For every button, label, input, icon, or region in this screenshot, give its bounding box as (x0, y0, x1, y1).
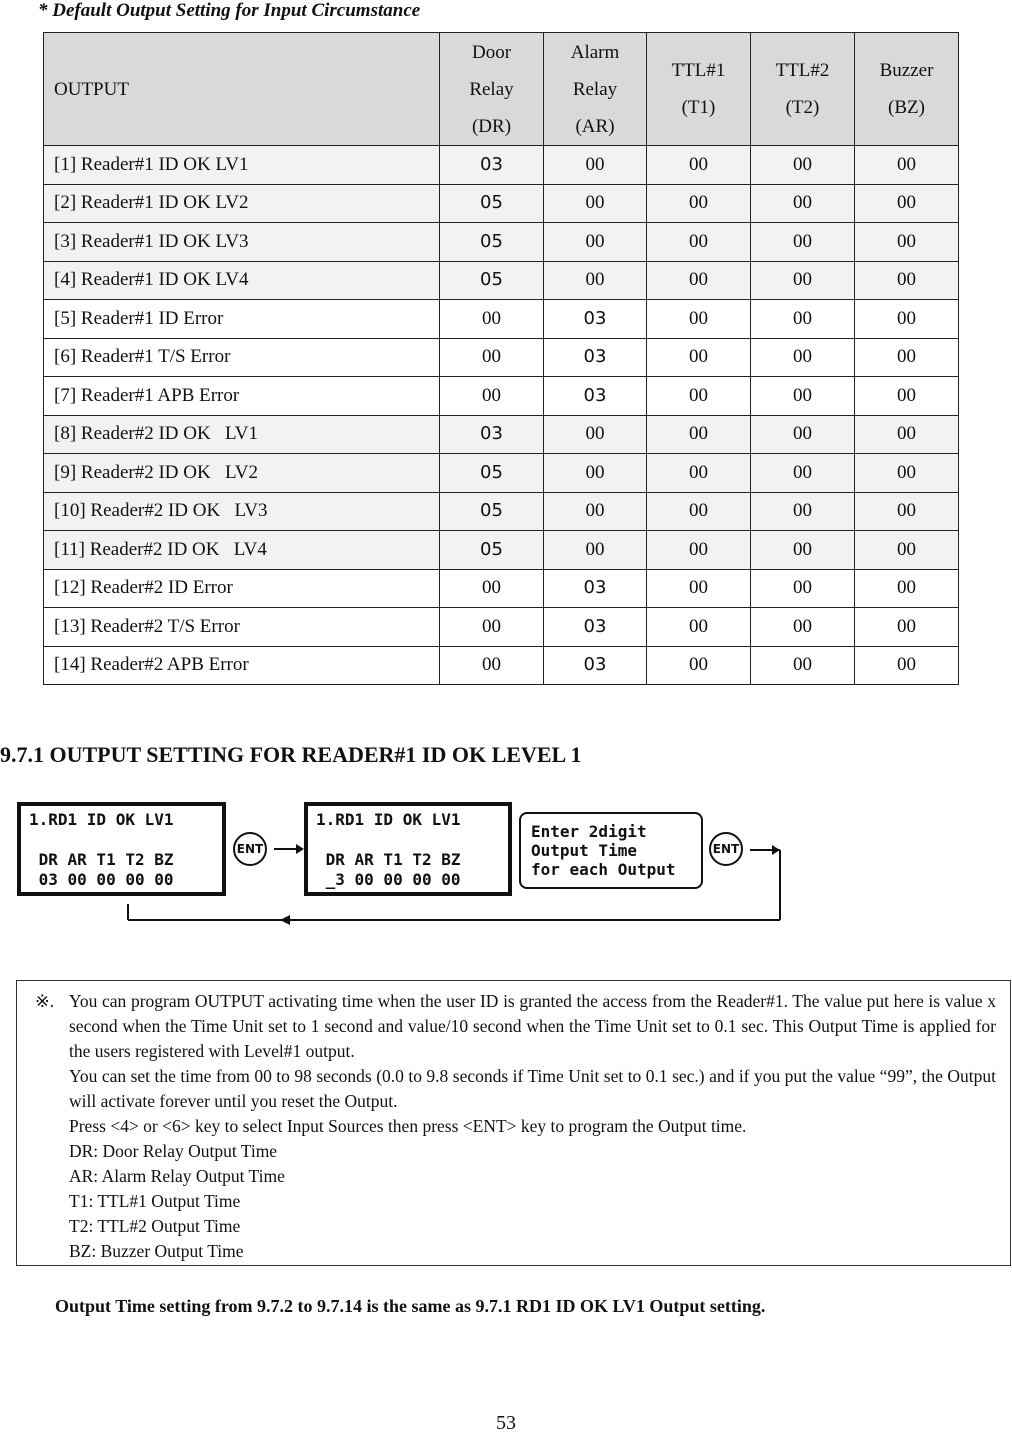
output-time-cell (647, 377, 751, 416)
table-row (44, 646, 959, 685)
output-time-value: 00 (793, 577, 812, 599)
output-time-value: 00 (897, 192, 916, 214)
output-time-value: 00 (793, 230, 812, 252)
output-time-value: 00 (689, 615, 708, 637)
table-caption: * Default Output Setting for Input Circumstance (38, 0, 421, 21)
output-time-cell (440, 454, 544, 493)
output-time-value: 05 (480, 192, 503, 214)
row-label (44, 569, 440, 608)
table-row (44, 300, 959, 339)
output-time-cell (647, 184, 751, 223)
output-time-value: 05 (480, 500, 503, 522)
output-time-value: 00 (585, 461, 605, 483)
output-time-value: 03 (583, 307, 607, 329)
output-time-cell (544, 531, 647, 570)
row-label (44, 531, 440, 570)
note-paragraph-1: You can program OUTPUT activating time when the user ID is granted the access from the Reader#1. The value put here is value x second when the Time Unit set to 1 second and value/10 second when the Time Unit set to 0.1 sec. This Output Time is applied for the users registered with Level#1 output. (69, 991, 996, 1061)
output-time-cell (440, 223, 544, 262)
row-label-text: [13] Reader#2 T/S Error (54, 615, 240, 637)
row-label-text: [10] Reader#2 ID OK LV3 (54, 500, 268, 522)
row-label (44, 492, 440, 531)
table-row (44, 338, 959, 377)
row-label (44, 261, 440, 300)
row-label-text: [2] Reader#1 ID OK LV2 (54, 192, 249, 214)
note-paragraph-3: Press <4> or <6> key to select Input Sources then press <ENT> key to program the Output time. (69, 1116, 747, 1136)
output-time-value: 00 (689, 269, 708, 291)
output-time-value: 00 (689, 230, 708, 252)
output-time-cell (855, 261, 959, 300)
output-time-cell (440, 531, 544, 570)
output-time-value: 00 (793, 153, 812, 175)
output-time-cell (751, 415, 855, 454)
output-time-cell (544, 146, 647, 185)
output-time-cell (855, 377, 959, 416)
table-row (44, 569, 959, 608)
output-time-value: 00 (793, 461, 812, 483)
header-alarm-relay: Alarm Relay (AR) (544, 33, 647, 146)
output-time-value: 00 (689, 577, 708, 599)
output-time-cell (855, 608, 959, 647)
output-time-cell (855, 300, 959, 339)
return-arrow-icon (120, 842, 790, 932)
output-time-cell (647, 338, 751, 377)
output-time-cell (440, 146, 544, 185)
output-time-cell (855, 338, 959, 377)
output-time-cell (440, 184, 544, 223)
output-time-cell (440, 377, 544, 416)
row-label-text: [9] Reader#2 ID OK LV2 (54, 461, 259, 483)
output-time-value: 03 (583, 577, 607, 599)
output-time-value: 03 (583, 654, 607, 676)
output-time-value: 03 (583, 346, 607, 368)
output-time-cell (855, 531, 959, 570)
output-time-cell (751, 377, 855, 416)
output-time-value: 00 (897, 423, 916, 445)
lcd-screen-prompt: Enter 2digit Output Time for each Output (519, 812, 703, 889)
output-time-value: 05 (480, 461, 503, 483)
output-time-value: 00 (897, 269, 916, 291)
note-line-dr: DR: Door Relay Output Time (69, 1141, 278, 1161)
output-time-cell (855, 646, 959, 685)
output-time-cell (751, 300, 855, 339)
row-label-text: [4] Reader#1 ID OK LV4 (54, 269, 249, 291)
output-time-value: 00 (897, 230, 916, 252)
table-row (44, 608, 959, 647)
row-label-text: [3] Reader#1 ID OK LV3 (54, 230, 249, 252)
output-time-value: 00 (793, 307, 812, 329)
output-time-cell (544, 261, 647, 300)
row-label-text: [14] Reader#2 APB Error (54, 654, 249, 676)
output-time-value: 00 (793, 615, 812, 637)
output-time-value: 00 (897, 500, 916, 522)
output-time-value: 00 (689, 461, 708, 483)
output-time-cell (751, 608, 855, 647)
output-time-value: 00 (482, 615, 501, 637)
output-time-cell (544, 184, 647, 223)
output-time-cell (855, 415, 959, 454)
ent-key-icon: ENT (233, 832, 267, 866)
output-time-value: 00 (897, 577, 916, 599)
output-time-cell (751, 146, 855, 185)
output-time-value: 00 (585, 230, 605, 252)
output-time-value: 00 (793, 500, 812, 522)
row-label (44, 454, 440, 493)
output-time-value: 00 (793, 269, 812, 291)
output-time-cell (751, 261, 855, 300)
output-time-value: 00 (689, 192, 708, 214)
output-time-cell (440, 338, 544, 377)
lcd-screen-edit: 1.RD1 ID OK LV1 DR AR T1 T2 BZ _3 00 00 00 00 (304, 802, 512, 896)
note-line-bz: BZ: Buzzer Output Time (69, 1241, 244, 1261)
output-time-value: 03 (480, 423, 503, 445)
table-row (44, 377, 959, 416)
output-time-value: 00 (585, 500, 605, 522)
output-time-cell (544, 415, 647, 454)
output-time-cell (647, 492, 751, 531)
lcd-screen-initial: 1.RD1 ID OK LV1 DR AR T1 T2 BZ 03 00 00 00 00 (17, 802, 226, 896)
header-door-relay: Door Relay (DR) (440, 33, 544, 146)
output-time-cell (440, 608, 544, 647)
output-time-value: 00 (585, 538, 605, 560)
table-row (44, 415, 959, 454)
table-header-row (44, 33, 959, 146)
output-time-value: 00 (585, 192, 605, 214)
row-label-text: [6] Reader#1 T/S Error (54, 346, 231, 368)
output-time-value: 00 (689, 538, 708, 560)
output-time-value: 00 (897, 461, 916, 483)
output-time-cell (855, 492, 959, 531)
output-time-cell (544, 377, 647, 416)
output-time-value: 05 (480, 538, 503, 560)
output-time-value: 00 (689, 500, 708, 522)
output-time-value: 00 (482, 307, 501, 329)
output-time-value: 00 (689, 654, 708, 676)
output-time-value: 00 (482, 346, 501, 368)
output-time-cell (647, 300, 751, 339)
output-time-cell (544, 223, 647, 262)
table-row (44, 531, 959, 570)
output-time-cell (440, 415, 544, 454)
output-time-cell (751, 454, 855, 493)
output-time-value: 03 (583, 615, 607, 637)
table-row (44, 223, 959, 262)
row-label (44, 608, 440, 647)
output-time-cell (855, 146, 959, 185)
output-time-cell (440, 492, 544, 531)
row-label (44, 646, 440, 685)
output-time-value: 00 (793, 192, 812, 214)
row-label (44, 184, 440, 223)
output-time-cell (440, 261, 544, 300)
note-box (16, 980, 1011, 1266)
row-label (44, 415, 440, 454)
output-time-cell (647, 569, 751, 608)
note-marker: ※. (35, 991, 55, 1011)
ent-key-icon: ENT (709, 832, 743, 866)
output-time-value: 00 (897, 615, 916, 637)
output-time-value: 00 (793, 654, 812, 676)
row-label-text: [1] Reader#1 ID OK LV1 (54, 153, 249, 175)
output-time-cell (544, 492, 647, 531)
table-row (44, 184, 959, 223)
output-time-cell (855, 454, 959, 493)
output-time-value: 00 (793, 538, 812, 560)
note-line-ar: AR: Alarm Relay Output Time (69, 1166, 285, 1186)
output-time-cell (647, 608, 751, 647)
output-time-value: 00 (793, 346, 812, 368)
table-row (44, 146, 959, 185)
output-time-value: 05 (480, 269, 503, 291)
output-time-value: 00 (482, 577, 501, 599)
output-time-value: 00 (689, 346, 708, 368)
output-time-value: 05 (480, 230, 503, 252)
output-time-cell (647, 146, 751, 185)
output-time-value: 00 (897, 384, 916, 406)
note-line-t2: T2: TTL#2 Output Time (69, 1216, 241, 1236)
row-label (44, 338, 440, 377)
output-time-value: 00 (689, 384, 708, 406)
output-time-cell (855, 184, 959, 223)
output-time-cell (544, 608, 647, 647)
output-time-value: 00 (585, 423, 605, 445)
table-body (44, 146, 959, 685)
output-time-cell (440, 646, 544, 685)
output-time-value: 00 (897, 153, 916, 175)
output-time-cell (751, 646, 855, 685)
table-row (44, 454, 959, 493)
output-time-cell (544, 454, 647, 493)
output-time-value: 00 (897, 538, 916, 560)
row-label-text: [8] Reader#2 ID OK LV1 (54, 423, 259, 445)
note-line-t1: T1: TTL#1 Output Time (69, 1191, 241, 1211)
output-time-cell (544, 300, 647, 339)
row-label (44, 377, 440, 416)
header-buzzer: Buzzer (BZ) (855, 33, 959, 146)
note-paragraph-2: You can set the time from 00 to 98 seconds (0.0 to 9.8 seconds if Time Unit set to 0.1 sec.) and if you put the value “99”, the Output will activate forever until you reset the Output. (69, 1066, 996, 1111)
output-time-value: 00 (897, 346, 916, 368)
row-label-text: [12] Reader#2 ID Error (54, 577, 233, 599)
output-time-cell (647, 223, 751, 262)
output-time-cell (751, 338, 855, 377)
output-time-cell (440, 569, 544, 608)
row-label (44, 146, 440, 185)
header-output: OUTPUT (44, 33, 440, 146)
output-time-value: 03 (583, 384, 607, 406)
output-time-cell (647, 531, 751, 570)
section-heading: 9.7.1 OUTPUT SETTING FOR READER#1 ID OK LEVEL 1 (0, 742, 582, 767)
output-time-value: 00 (793, 423, 812, 445)
output-time-value: 00 (585, 269, 605, 291)
output-time-value: 03 (480, 153, 503, 175)
output-time-cell (751, 184, 855, 223)
output-time-value: 00 (689, 307, 708, 329)
output-time-value: 00 (482, 654, 501, 676)
output-time-cell (440, 300, 544, 339)
output-time-value: 00 (897, 307, 916, 329)
row-label (44, 300, 440, 339)
row-label-text: [7] Reader#1 APB Error (54, 384, 240, 406)
table-row (44, 261, 959, 300)
row-label (44, 223, 440, 262)
output-time-value: 00 (897, 654, 916, 676)
row-label-text: [11] Reader#2 ID OK LV4 (54, 538, 267, 560)
output-time-cell (544, 569, 647, 608)
header-ttl2: TTL#2 (T2) (751, 33, 855, 146)
output-time-cell (855, 569, 959, 608)
output-time-cell (544, 338, 647, 377)
output-time-cell (751, 531, 855, 570)
row-label-text: [5] Reader#1 ID Error (54, 307, 224, 329)
output-time-value: 00 (482, 384, 501, 406)
page-number: 53 (496, 1412, 516, 1434)
output-time-cell (647, 415, 751, 454)
header-ttl1: TTL#1 (T1) (647, 33, 751, 146)
output-time-cell (647, 261, 751, 300)
output-time-cell (647, 454, 751, 493)
output-time-cell (751, 569, 855, 608)
output-time-cell (751, 223, 855, 262)
output-time-cell (855, 223, 959, 262)
output-time-value: 00 (793, 384, 812, 406)
output-time-value: 00 (585, 153, 605, 175)
output-time-cell (544, 646, 647, 685)
closing-note: Output Time setting from 9.7.2 to 9.7.14 is the same as 9.7.1 RD1 ID OK LV1 Output setting. (55, 1296, 766, 1316)
output-time-cell (751, 492, 855, 531)
table-row (44, 492, 959, 531)
default-output-table (43, 32, 959, 685)
output-time-value: 00 (689, 423, 708, 445)
output-time-value: 00 (689, 153, 708, 175)
output-time-cell (647, 646, 751, 685)
